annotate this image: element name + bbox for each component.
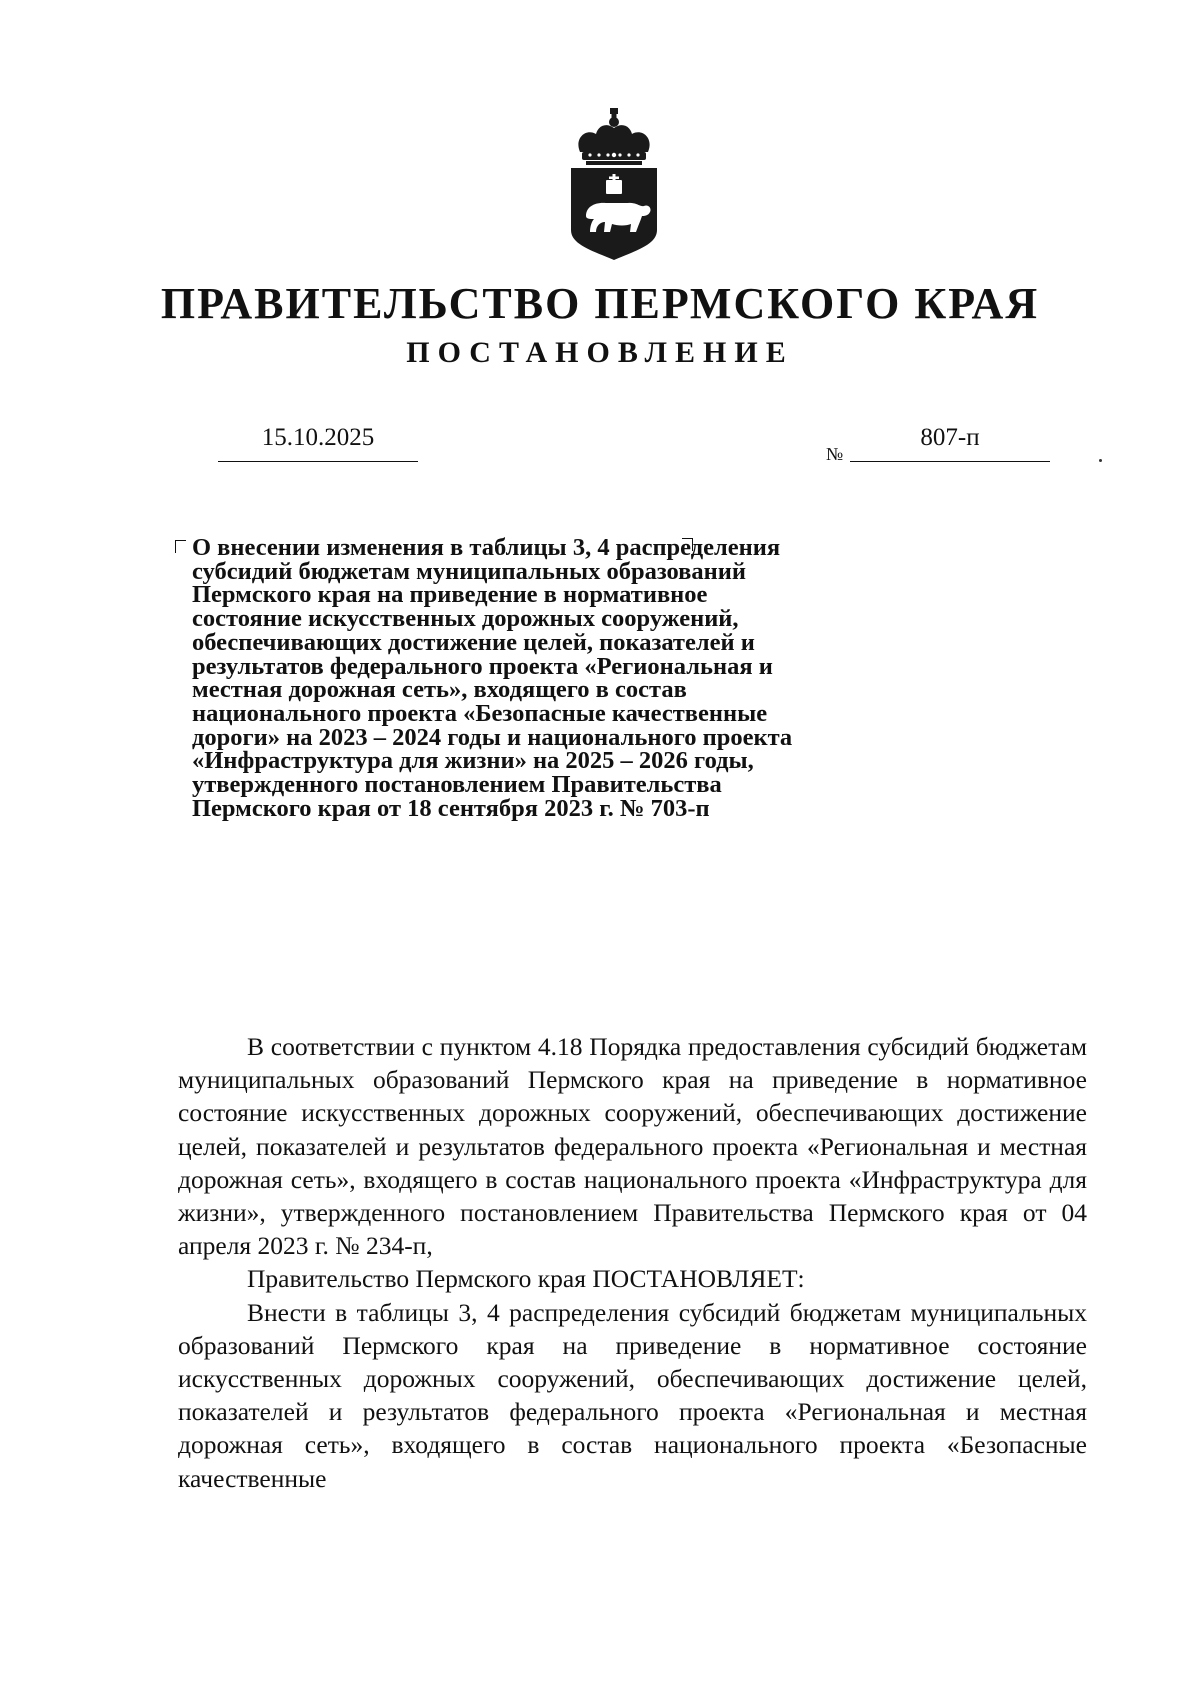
body-paragraph: В соответствии с пунктом 4.18 Порядка предоставления субсидий бюджетам муниципальных образований Пермского края на приведение в нормативное состояние искусственных дорожных сооружений, обеспечивающих достижение целей, показателей и результатов федерального проекта «Региональная и местная дорожная сеть», входящего в состав национального проекта «Инфраструктура для жизни», утвержденного постановлением Правительства Пермского края от 04 апреля 2023 г. № 234-п,	[178, 1032, 1087, 1261]
number-underline	[850, 461, 1050, 462]
subject-corner-left	[175, 540, 186, 553]
body-paragraph: Внести в таблицы 3, 4 распределения субсидий бюджетам муниципальных образований Пермского края на приведение в нормативное состояние искусственных дорожных сооружений, обеспечивающих достижение целей, показателей и результатов федерального проекта «Региональная и местная дорожная сеть», входящего в состав национального проекта «Безопасные качественные	[178, 1297, 1087, 1493]
document-number: 807-п	[920, 424, 980, 451]
number-sign: №	[826, 444, 844, 464]
scan-speck	[1099, 459, 1102, 462]
body-paragraph: Правительство Пермского края ПОСТАНОВЛЯЕТ:	[247, 1264, 805, 1294]
date-underline	[218, 461, 418, 462]
coat-of-arms-icon	[568, 108, 660, 260]
organization-title: ПРАВИТЕЛЬСТВО ПЕРМСКОГО КРАЯ	[160, 279, 1040, 328]
document-type-title: ПОСТАНОВЛЕНИЕ	[406, 336, 794, 369]
document-subject: О внесении изменения в таблицы 3, 4 распределения субсидий бюджетам муниципальных образований Пермского края на приведение в нормативное состояние искусственных дорожных сооружений, обеспечивающих достижение целей, показателей и результатов федерального проекта «Региональная и местная дорожная сеть», входящего в состав национального проекта «Безопасные качественные дороги» на 2023 – 2024 годы и национального проекта «Инфраструктура для жизни» на 2025 – 2026 годы, утвержденного постановлением Правительства Пермского края от 18 сентября 2023 г. № 703-п	[192, 534, 793, 822]
document-date: 15.10.2025	[261, 424, 375, 451]
document-body	[178, 1030, 1087, 1495]
